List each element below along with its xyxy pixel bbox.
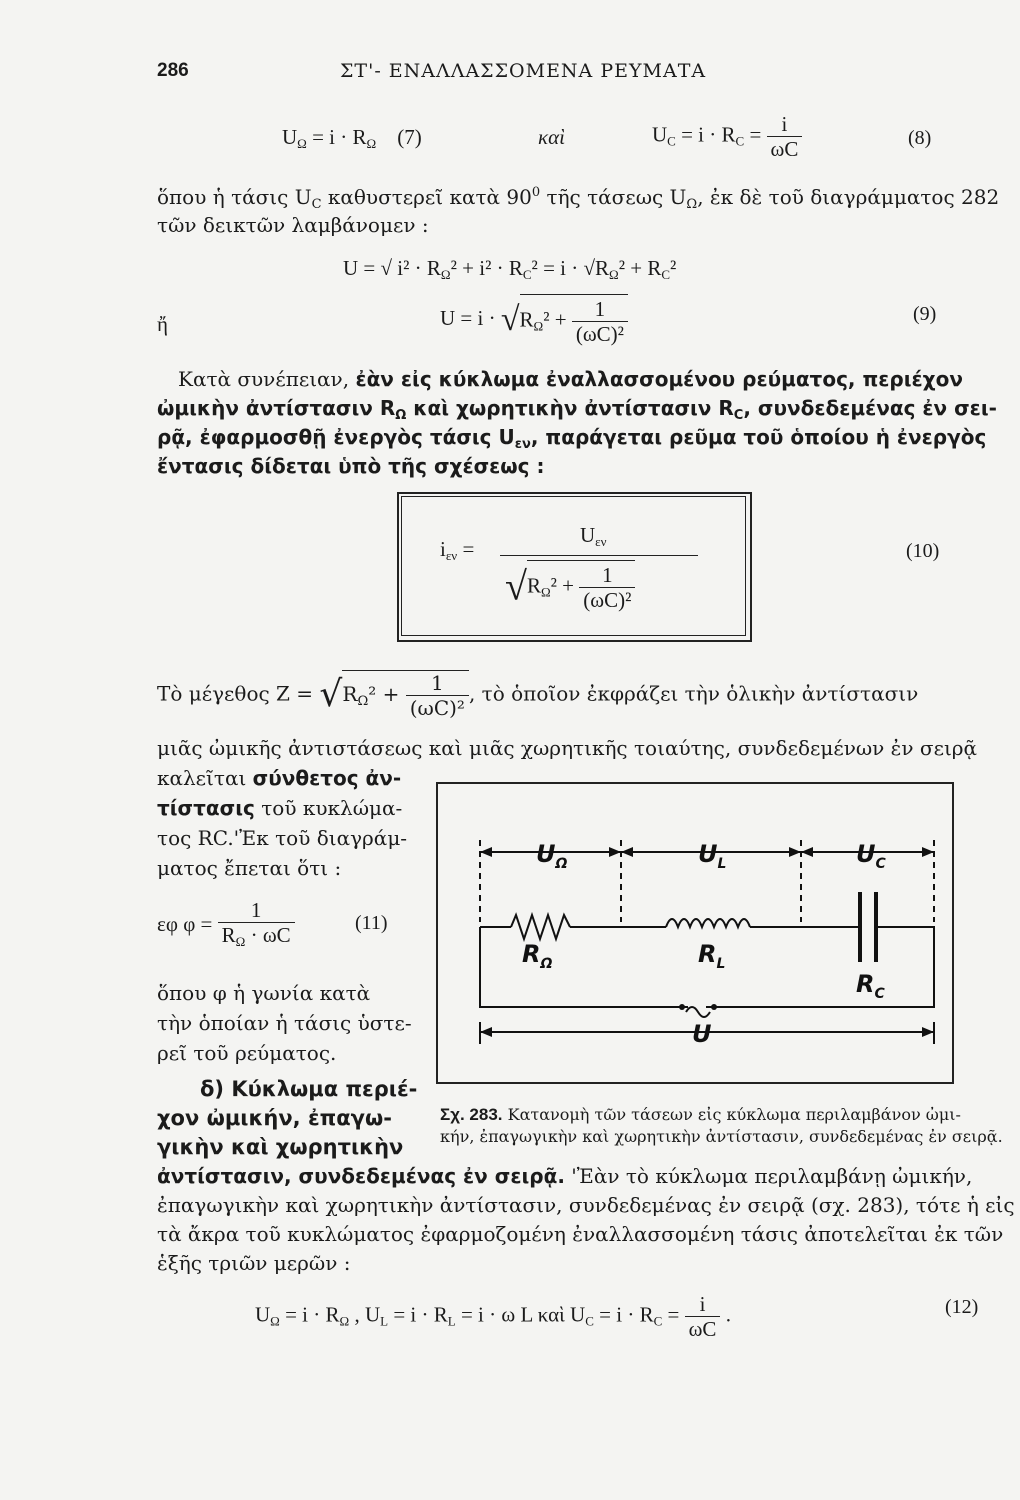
eta-word: ἤ <box>157 312 168 336</box>
equation-10-fraction-bar <box>500 555 698 556</box>
wire-4 <box>706 927 934 1007</box>
arrowhead <box>801 847 813 857</box>
arrowhead <box>621 847 633 857</box>
section-d-line-6: τὰ ἄκρα τοῦ κυκλώματος ἐφαρμοζομένη ἐναλλασσομένη τάσις ἀποτελεῖται ἐκ τῶν <box>157 1222 1004 1246</box>
terminal-dot <box>679 1004 685 1010</box>
section-d-heading-line-3: γικὴν καὶ χωρητικὴν <box>157 1135 404 1159</box>
equation-number-10: (10) <box>906 540 940 562</box>
label-ul: $U_L$ <box>698 840 727 872</box>
page-number: 286 <box>157 60 189 81</box>
paragraph-3-line-1: Τὸ μέγεθος $Z = √R_\Omega^2$ + $\frac{1}{\text{(ωC)²}}$ , τὸ ὁποῖον ἐκφράζει τὴν ὁλικὴν ἀντίστασιν <box>157 671 919 720</box>
resistor-zigzag <box>511 915 570 939</box>
paragraph-4-line-1: ὅπου φ ἡ γωνία κατὰ <box>157 981 371 1005</box>
paragraph-4-line-3: ρεῖ τοῦ ρεύματος. <box>157 1041 337 1065</box>
arrowhead <box>480 847 492 857</box>
circuit-diagram <box>436 782 950 1080</box>
paragraph-2-line-1: Κατὰ συνέπειαν, ἐὰν εἰς κύκλωμα ἐναλλασσομένου ρεύματος, περιέχον <box>178 367 963 391</box>
inductor-coil <box>666 919 750 927</box>
paragraph-1-line-2: τῶν δεικτῶν λαμβάνομεν : <box>157 213 429 237</box>
paragraph-2-line-4: ἔντασις δίδεται ὑπὸ τῆς σχέσεως : <box>157 454 545 478</box>
arrowhead <box>922 847 934 857</box>
equation-number-12: (12) <box>945 1296 979 1318</box>
equation-number-9: (9) <box>913 303 937 325</box>
kai-word: καὶ <box>538 125 565 149</box>
equation-9a: U = √ $i^2 \cdot R_\Omega^2 + i^2 \cdot R_C^2 = i \cdot √R_\Omega^2 + R_C^2$ <box>343 256 677 282</box>
label-rl: $R_L$ <box>698 940 726 972</box>
ac-source <box>686 1007 710 1017</box>
section-d-line-4: ἀντίστασιν, συνδεδεμένας ἐν σειρᾷ. 'Ἐὰν τὸ κύκλωμα περιλαμβάνῃ ὠμικήν, <box>157 1164 973 1188</box>
label-uo: $U_\Omega$ <box>536 840 568 872</box>
section-d-line-5: ἐπαγωγικὴν καὶ χωρητικὴν ἀντίστασιν, συνδεδεμένας ἐν σειρᾷ (σχ. 283), τότε ἡ εἰς <box>157 1193 1015 1217</box>
label-ro: $R_\Omega$ <box>522 940 553 972</box>
arrowhead <box>922 1027 934 1037</box>
running-header: ΣΤ'- ΕΝΑΛΛΑΣΣΟΜΕΝΑ ΡΕΥΜΑΤΑ <box>340 60 707 82</box>
label-rc: $R_C$ <box>856 970 885 1002</box>
equation-11: εφ φ = $\frac{1}{R_\Omega \cdot \omega C}$ <box>157 898 295 954</box>
paragraph-2-line-2: ὠμικὴν ἀντίστασιν $R_\Omega$ καὶ χωρητικὴν ἀντίστασιν $R_C$, συνδεδεμένας ἐν σει- <box>157 396 997 423</box>
paragraph-3-line-4: τίστασις τοῦ κυκλώμα- <box>157 796 403 820</box>
paragraph-3-line-5: τος RC.'Ἐκ τοῦ διαγράμ- <box>157 826 408 850</box>
equation-9: $U = i \cdot √R_\Omega^2$ + $\frac{1}{\text{(ωC)²}}$ <box>440 294 628 346</box>
paragraph-1-line-1: ὅπου ἡ τάσις $U_C$ καθυστερεῖ κατὰ $90^0$ τῆς τάσεως $U_\Omega$, ἐκ δὲ τοῦ διαγράμματος 282 <box>157 185 1000 212</box>
equation-12: $U_\Omega = i \cdot R_\Omega$ , $U_L = i \cdot R_L = i \cdot \omega$ L καὶ $U_C = i \cdot R_C$ = $\frac{i}{\omega C}$ . <box>255 1292 731 1341</box>
paragraph-2-line-3: ρᾷ, ἐφαρμοσθῇ ἐνεργὸς τάσις $U_{\varepsilon\nu}$, παράγεται ρεῦμα τοῦ ὁποίου ἡ ἐνεργὸς <box>157 425 987 452</box>
equation-10-denominator: $√R_\Omega^2$ + $\frac{1}{\text{(ωC)²}}$ <box>505 560 635 612</box>
equation-7: $U_\Omega = i \cdot R_\Omega$ (7) <box>282 125 422 151</box>
equation-8: $U_C = i \cdot R_C$ = $\frac{i}{\omega C}$ <box>652 112 802 161</box>
figure-caption-line-2: κήν, ἐπαγωγικὴν καὶ χωρητικὴν ἀντίστασιν, συνδεδεμένας ἐν σειρᾷ. <box>440 1127 1003 1146</box>
arrowhead <box>789 847 801 857</box>
equation-10-numerator: $U_{\varepsilon\nu}$ <box>580 523 607 549</box>
arrowhead <box>480 1027 492 1037</box>
paragraph-3-line-3: καλεῖται σύνθετος ἀν- <box>157 766 402 790</box>
equation-10-lhs: $i_{\varepsilon\nu}$ = <box>440 537 475 563</box>
label-uc: $U_C$ <box>856 840 886 872</box>
paragraph-3-line-2: μιᾶς ὠμικῆς ἀντιστάσεως καὶ μιᾶς χωρητικῆς τοιαύτης, συνδεδεμένων ἐν σειρᾷ <box>157 736 978 760</box>
paragraph-3-line-6: ματος ἔπεται ὅτι : <box>157 856 342 880</box>
label-u: U <box>692 1020 712 1048</box>
paragraph-4-line-2: τὴν ὁποίαν ἡ τάσις ὑστε- <box>157 1011 412 1035</box>
figure-caption-line-1: Σχ. 283. Κατανομὴ τῶν τάσεων εἰς κύκλωμα περιλαμβάνον ὠμι- <box>440 1105 961 1124</box>
section-d-heading-line-1: δ) Κύκλωμα περιέ- <box>200 1077 418 1101</box>
section-d-line-7: ἑξῆς τριῶν μερῶν : <box>157 1251 351 1275</box>
section-d-heading-line-2: χον ὠμικήν, ἐπαγω- <box>157 1106 392 1130</box>
wire-5 <box>480 927 688 1007</box>
equation-number-8: (8) <box>908 127 932 149</box>
arrowhead <box>609 847 621 857</box>
terminal-dot <box>711 1004 717 1010</box>
equation-number-11: (11) <box>355 912 388 934</box>
